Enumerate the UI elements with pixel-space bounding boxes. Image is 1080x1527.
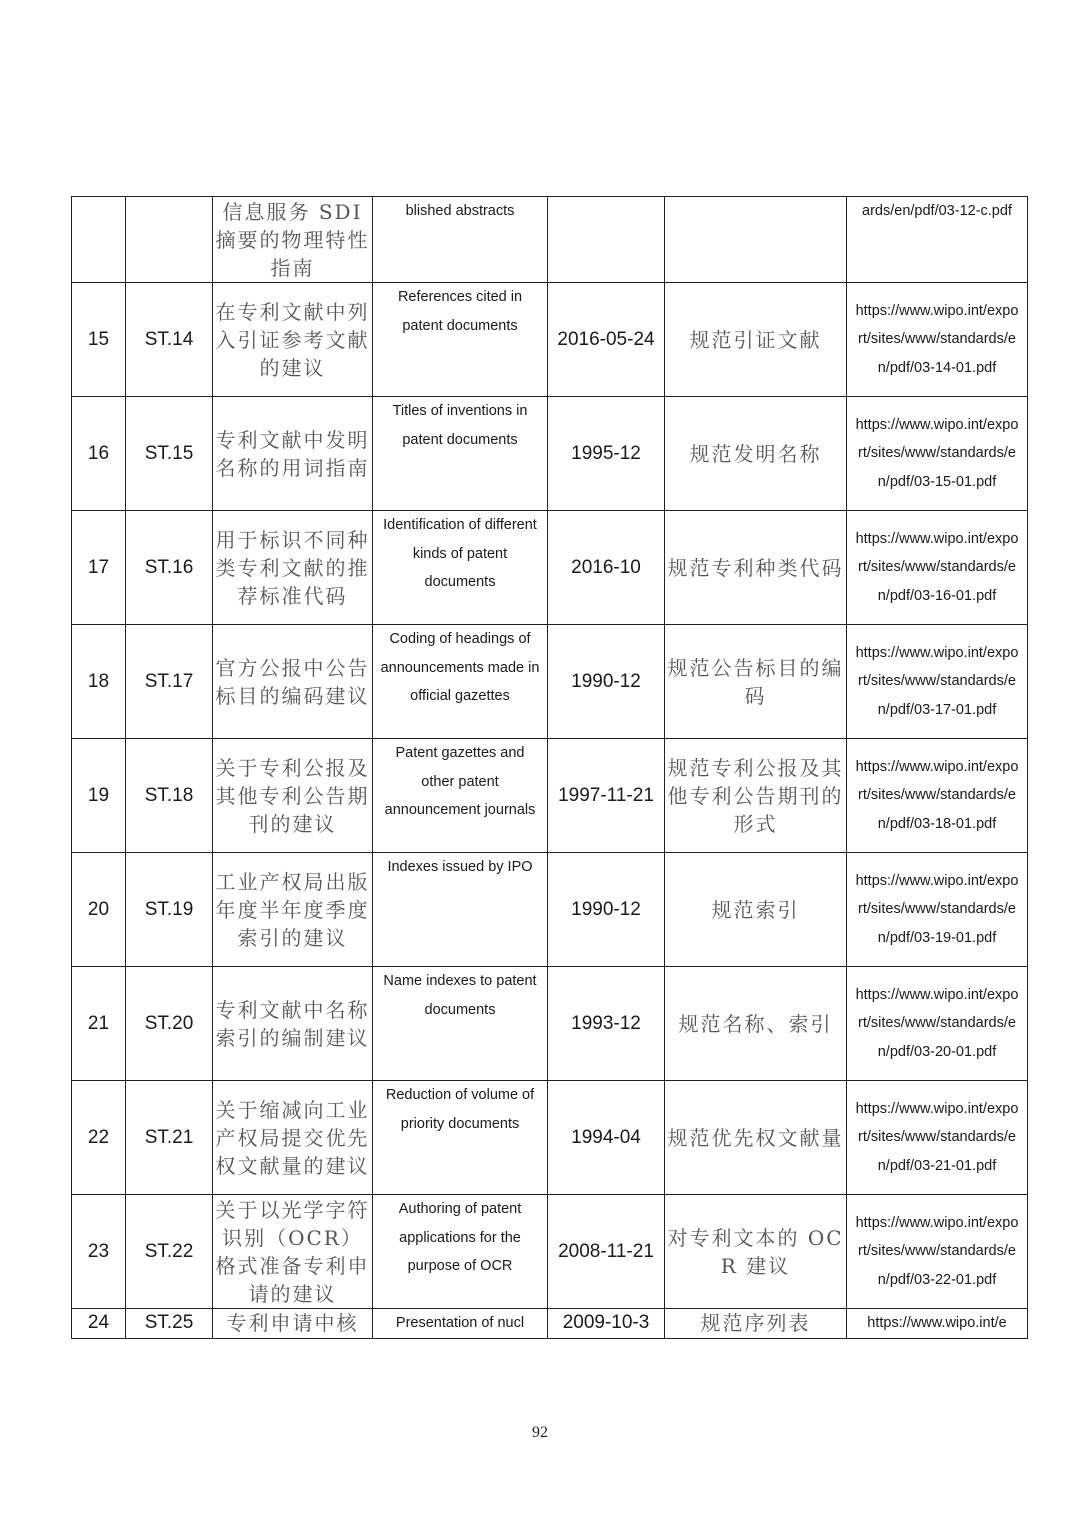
date: 1990-12 [548,625,665,739]
table-row [72,625,1028,739]
row-number: 20 [72,853,126,967]
row-number: 16 [72,397,126,511]
table-row [72,1195,1028,1309]
url: https://www.wipo.int/export/sites/www/standards/en/pdf/03-21-01.pdf [847,1081,1028,1195]
note: 规范公告标目的编码 [665,625,847,739]
chinese-title: 关于缩减向工业产权局提交优先权文献量的建议 [213,1081,373,1195]
date: 1993-12 [548,967,665,1081]
note: 规范发明名称 [665,397,847,511]
standard-code: ST.19 [126,853,213,967]
table-row [72,967,1028,1081]
page-number: 92 [532,1424,548,1441]
chinese-title: 信息服务 SDI 摘要的物理特性指南 [213,197,373,283]
standard-code: ST.18 [126,739,213,853]
english-title: Name indexes to patent documents [373,967,548,1081]
english-title: Reduction of volume of priority documents [373,1081,548,1195]
date: 2016-10 [548,511,665,625]
url: https://www.wipo.int/export/sites/www/standards/en/pdf/03-17-01.pdf [847,625,1028,739]
table-row [72,511,1028,625]
standard-code: ST.20 [126,967,213,1081]
table-row [72,1081,1028,1195]
date: 1994-04 [548,1081,665,1195]
table-row [72,397,1028,511]
row-number: 22 [72,1081,126,1195]
row-number: 24 [72,1309,126,1339]
standards-table [71,196,1028,1339]
chinese-title: 工业产权局出版年度半年度季度索引的建议 [213,853,373,967]
date: 1997-11-21 [548,739,665,853]
note: 规范索引 [665,853,847,967]
row-number: 19 [72,739,126,853]
date [548,197,665,283]
chinese-title: 官方公报中公告标目的编码建议 [213,625,373,739]
chinese-title: 关于以光学字符识别（OCR）格式准备专利申请的建议 [213,1195,373,1309]
english-title: Coding of headings of announcements made in official gazettes [373,625,548,739]
standard-code: ST.16 [126,511,213,625]
table-row [72,853,1028,967]
url: https://www.wipo.int/export/sites/www/standards/en/pdf/03-20-01.pdf [847,967,1028,1081]
standard-code: ST.21 [126,1081,213,1195]
row-number: 18 [72,625,126,739]
url: ards/en/pdf/03-12-c.pdf [847,197,1028,283]
row-number [72,197,126,283]
date: 2009-10-3 [548,1309,665,1339]
chinese-title: 关于专利公报及其他专利公告期刊的建议 [213,739,373,853]
chinese-title: 用于标识不同种类专利文献的推荐标准代码 [213,511,373,625]
date: 2016-05-24 [548,283,665,397]
table-row [72,1309,1028,1339]
english-title: blished abstracts [373,197,548,283]
table-row [72,739,1028,853]
date: 2008-11-21 [548,1195,665,1309]
standard-code [126,197,213,283]
english-title: Identification of different kinds of patent documents [373,511,548,625]
note: 规范专利公报及其他专利公告期刊的形式 [665,739,847,853]
url: https://www.wipo.int/export/sites/www/standards/en/pdf/03-19-01.pdf [847,853,1028,967]
english-title: Titles of inventions in patent documents [373,397,548,511]
standard-code: ST.15 [126,397,213,511]
standard-code: ST.14 [126,283,213,397]
table-row [72,283,1028,397]
url: https://www.wipo.int/export/sites/www/standards/en/pdf/03-16-01.pdf [847,511,1028,625]
note: 规范专利种类代码 [665,511,847,625]
note: 规范名称、索引 [665,967,847,1081]
url: https://www.wipo.int/export/sites/www/standards/en/pdf/03-18-01.pdf [847,739,1028,853]
url: https://www.wipo.int/e [847,1309,1028,1339]
english-title: Indexes issued by IPO [373,853,548,967]
standard-code: ST.22 [126,1195,213,1309]
row-number: 23 [72,1195,126,1309]
chinese-title: 在专利文献中列入引证参考文献的建议 [213,283,373,397]
english-title: Presentation of nucl [373,1309,548,1339]
standard-code: ST.25 [126,1309,213,1339]
english-title: Authoring of patent applications for the purpose of OCR [373,1195,548,1309]
row-number: 15 [72,283,126,397]
note: 规范引证文献 [665,283,847,397]
url: https://www.wipo.int/export/sites/www/standards/en/pdf/03-22-01.pdf [847,1195,1028,1309]
row-number: 17 [72,511,126,625]
url: https://www.wipo.int/export/sites/www/standards/en/pdf/03-14-01.pdf [847,283,1028,397]
table-row [72,197,1028,283]
note [665,197,847,283]
note: 对专利文本的 OCR 建议 [665,1195,847,1309]
chinese-title: 专利文献中发明名称的用词指南 [213,397,373,511]
standard-code: ST.17 [126,625,213,739]
url: https://www.wipo.int/export/sites/www/standards/en/pdf/03-15-01.pdf [847,397,1028,511]
date: 1995-12 [548,397,665,511]
note: 规范优先权文献量 [665,1081,847,1195]
chinese-title: 专利文献中名称索引的编制建议 [213,967,373,1081]
row-number: 21 [72,967,126,1081]
date: 1990-12 [548,853,665,967]
chinese-title: 专利申请中核 [213,1309,373,1339]
note: 规范序列表 [665,1309,847,1339]
english-title: References cited in patent documents [373,283,548,397]
english-title: Patent gazettes and other patent announcement journals [373,739,548,853]
